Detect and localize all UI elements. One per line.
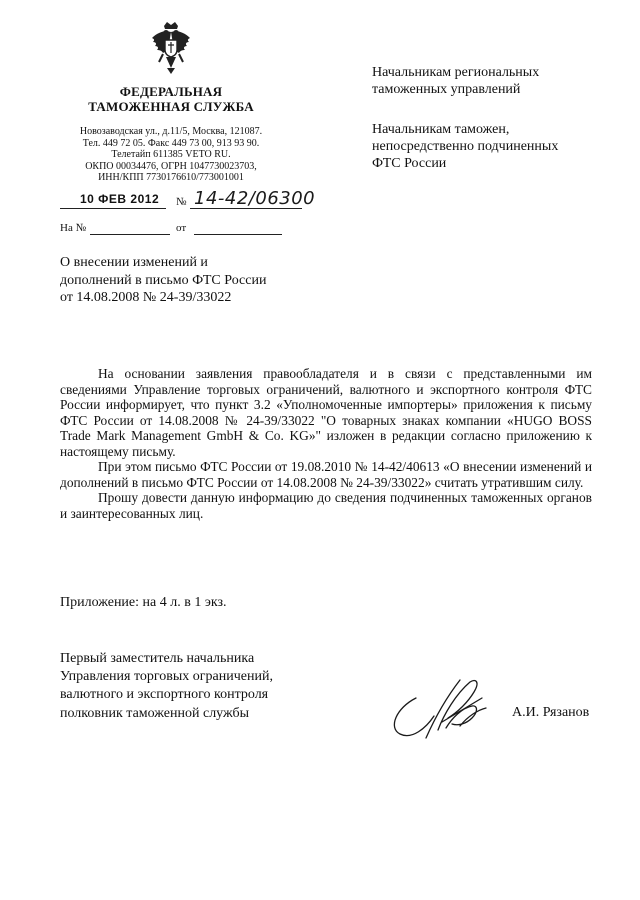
subject-line: дополнений в письмо ФТС России	[60, 272, 267, 288]
agency-address: Новозаводская ул., д.11/5, Москва, 121087.	[79, 126, 263, 137]
divider	[190, 208, 302, 209]
reference-number-label: На №	[60, 222, 87, 234]
agency-name-line: ФЕДЕРАЛЬНАЯ	[119, 84, 223, 99]
addressee-line: Начальникам региональных	[372, 65, 540, 80]
handwritten-signature-icon	[386, 668, 506, 748]
body-paragraph: На основании заявления правообладателя и в связи с представленными им сведениями Управление торговых ограничений, валютного и экспортного контроля ФТС России информирует, что пункт 3.2 «Уполномоченные импортеры» приложения к письму ФТС России от 14.08.2008 № 24-39/33022 "О товарных знаках компании «HUGO BOSS Trade Mark Management GmbH & Co. KG»" изложен в редакции согласно приложению к настоящему письму.	[60, 366, 592, 459]
registration-date: 10 ФЕВ 2012	[80, 192, 160, 206]
addressee-block	[372, 121, 558, 172]
registration-number: 14-42/06300	[194, 188, 316, 209]
attachment-note: Приложение: на 4 л. в 1 экз.	[60, 595, 227, 610]
reference-line	[60, 222, 300, 238]
agency-okpo: ОКПО 00034476, ОГРН 1047730023703,	[85, 160, 257, 172]
divider	[90, 234, 170, 235]
addressee-line: Начальникам таможен,	[372, 122, 510, 137]
addressee-line: непосредственно подчиненных	[372, 139, 559, 154]
addressee-block	[372, 64, 539, 98]
russian-coat-of-arms-icon	[146, 20, 196, 76]
signatory-title	[60, 650, 273, 723]
subject-line: от 14.08.2008 № 24-39/33022	[60, 290, 232, 305]
body-paragraph: Прошу довести данную информацию до сведения подчиненных таможенных органов и заинтересованных лиц.	[60, 490, 592, 521]
agency-contacts	[60, 126, 282, 184]
subject-line: О внесении изменений и	[60, 255, 208, 270]
signatory-line: полковник таможенной службы	[60, 705, 250, 721]
signatory-name: А.И. Рязанов	[512, 705, 590, 720]
agency-name	[60, 84, 282, 114]
agency-phone: Тел. 449 72 05. Факс 449 73 00, 913 93 90.	[82, 137, 260, 149]
addressee-line: таможенных управлений	[372, 82, 521, 97]
registration-line	[60, 188, 316, 214]
addressee-line: ФТС России	[372, 156, 447, 171]
divider	[194, 234, 282, 235]
registration-number-label: №	[176, 196, 187, 208]
signatory-line: Первый заместитель начальника	[60, 651, 255, 666]
divider	[60, 208, 166, 209]
agency-inn: ИНН/КПП 7730176610/773001001	[98, 172, 244, 184]
body-paragraph: При этом письмо ФТС России от 19.08.2010 № 14-42/40613 «О внесении изменений и дополнений в письмо ФТС России от 14.08.2008 № 24-39/33022» считать утратившим силу.	[60, 459, 592, 490]
signatory-line: Управления торговых ограничений,	[60, 669, 273, 685]
agency-teletype: Телетайп 611385 VETO RU.	[111, 149, 231, 161]
letter-subject	[60, 254, 266, 307]
signatory-line: валютного и экспортного контроля	[60, 687, 269, 703]
letter-body	[60, 366, 592, 521]
agency-name-line: ТАМОЖЕННАЯ СЛУЖБА	[88, 99, 254, 114]
reference-date-label: от	[176, 222, 187, 234]
